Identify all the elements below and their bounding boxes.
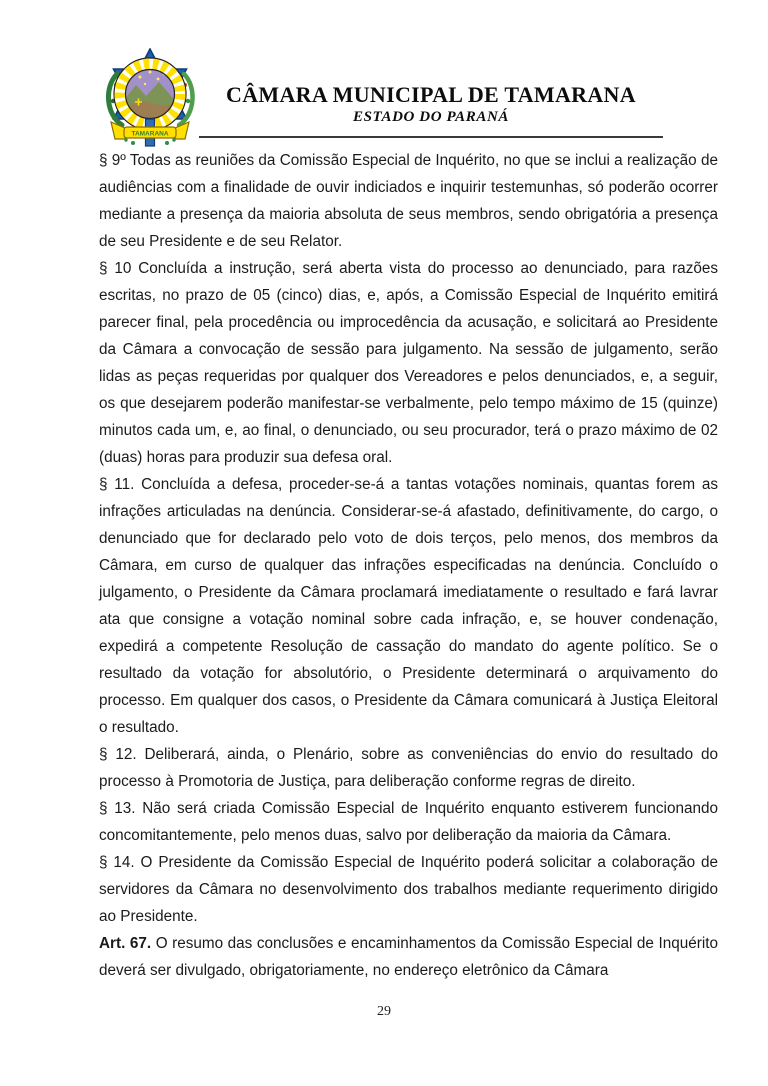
paragraph-text: § 10 Concluída a instrução, será aberta vista do processo ao denunciado, para razões escritas, no prazo de 05 (cinco) dias, e, após, a Comissão Especial de Inquérito emitirá parecer final, pela procedência ou improcedência da acusação, e solicitará ao Presidente da Câmara a convocação de sessão para julgamento. Na sessão de julgamento, serão lidas as peças requeridas por qualquer dos Vereadores e pelos denunciados, e, a seguir, os que desejarem poderão manifestar-se verbalmente, pelo tempo máximo de 15 (quinze) minutos cada um, e, ao final, o denunciado, ou seu procurador, terá o prazo máximo de 02 (duas) horas para produzir sua defesa oral. [99, 260, 718, 466]
paragraph-text: § 12. Deliberará, ainda, o Plenário, sobre as conveniências do envio do resultado do processo à Promotoria de Justiça, para deliberação conforme regras de direito. [99, 746, 718, 790]
paragraph-text: § 11. Concluída a defesa, proceder-se-á a tantas votações nominais, quantas forem as infrações articuladas na denúncia. Considerar-se-á afastado, definitivamente, do cargo, o denunciado que for declarado pelo voto de dois terços, pelo menos, dos membros da Câmara, em curso de qualquer das infrações especificadas na denúncia. Concluído o julgamento, o Presidente da Câmara proclamará imediatamente o resultado e fará lavrar ata que consigne a votação nominal sobre cada infração, e, se houver condenação, expedirá a competente Resolução de cassação do mandato do agente político. Se o resultado da votação for absolutório, o Presidente determinará o arquivamento do processo. Em qualquer dos casos, o Presidente da Câmara comunicará à Justiça Eleitoral o resultado. [99, 476, 718, 736]
paragraph-10 [99, 255, 718, 471]
header-title: CÂMARA MUNICIPAL DE TAMARANA [226, 82, 636, 107]
paragraph-art-67 [99, 930, 718, 984]
paragraph-13 [99, 795, 718, 849]
article-number: Art. 67. [99, 935, 152, 952]
paragraph-11 [99, 471, 718, 741]
header-divider [199, 136, 663, 138]
paragraph-text: § 9º Todas as reuniões da Comissão Especial de Inquérito, no que se inclui a realização de audiências com a finalidade de ouvir indiciados e inquirir testemunhas, só poderão ocorrer mediante a presença da maioria absoluta de seus membros, sendo obrigatória a presença de seu Presidente e de seu Relator. [99, 152, 718, 250]
header-subtitle: ESTADO DO PARANÁ [352, 109, 510, 125]
paragraph-text: § 13. Não será criada Comissão Especial de Inquérito enquanto estiverem funcionando concomitantemente, pelo menos duas, salvo por deliberação da maioria da Câmara. [99, 800, 718, 844]
page-number: 29 [377, 1004, 391, 1019]
coat-of-arms-icon [93, 48, 208, 150]
paragraph-text: § 14. O Presidente da Comissão Especial de Inquérito poderá solicitar a colaboração de servidores da Câmara no desenvolvimento dos trabalhos mediante requerimento dirigido ao Presidente. [99, 854, 718, 925]
paragraph-9 [99, 147, 718, 255]
paragraph-12 [99, 741, 718, 795]
document-body [99, 147, 718, 984]
logo-ribbon-text: TAMARANA [131, 130, 169, 138]
tamarana-coat-of-arms-logo [93, 48, 208, 150]
paragraph-text: O resumo das conclusões e encaminhamentos da Comissão Especial de Inquérito deverá ser divulgado, obrigatoriamente, no endereço eletrônico da Câmara [99, 935, 719, 979]
header [199, 82, 663, 127]
paragraph-14 [99, 849, 718, 930]
